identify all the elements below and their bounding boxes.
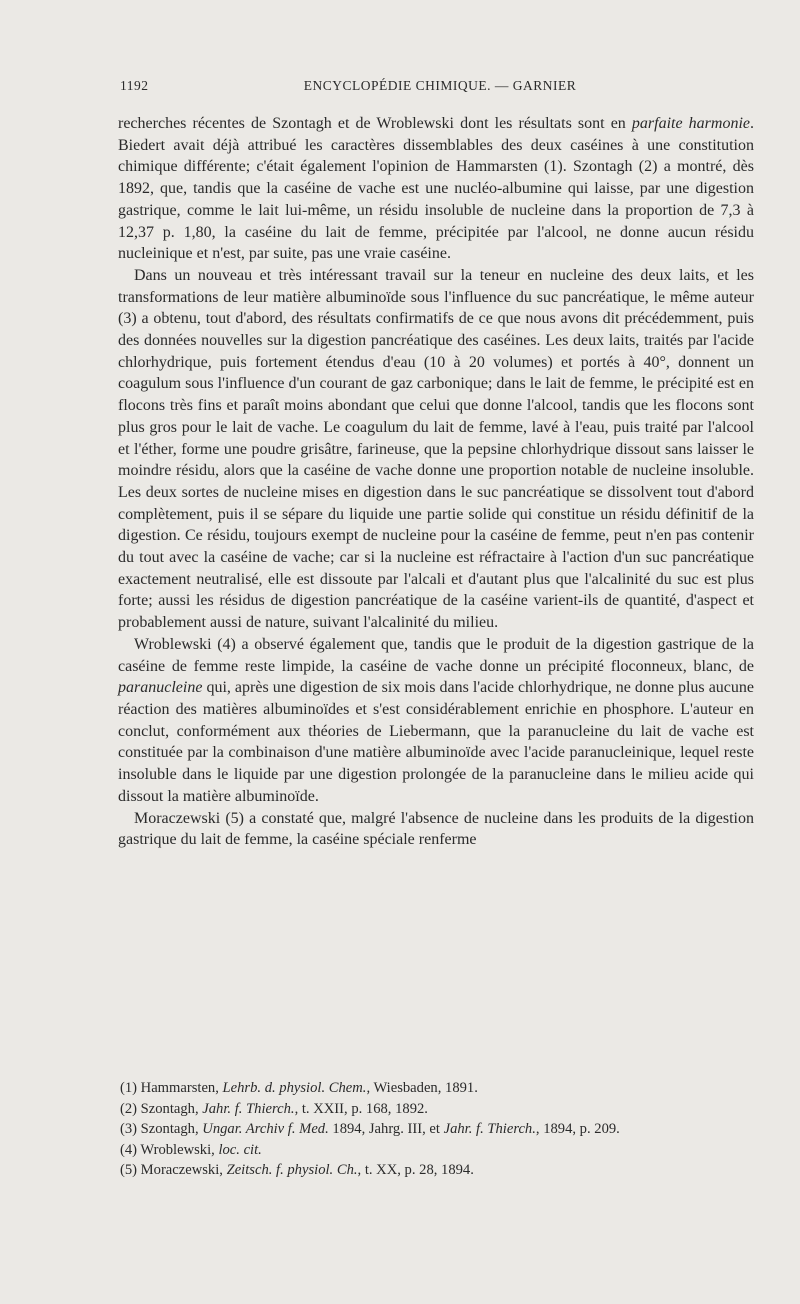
paragraph-text: Dans un nouveau et très intéressant travail sur la teneur en nucleine des deux laits, et les transformations de leur matière albuminoïde sous l'influence du suc pancréatique, le même auteur (3) a obtenu, tout d'abord, des résultats confirmatifs de ce que nous avons dit précédemment, puis des données nouvelles sur la digestion pancréatique des caséines. Les deux laits, traités par l'acide chlorhydrique, puis fortement étendus d'eau (10 à 20 volumes) et portés à 40°, donnent un coagulum sous l'influence d'un courant de gaz carbonique; dans le lait de femme, le précipité est en flocons très fins et paraît moins abondant que celui que donne l'alcool, tandis que les flocons sont plus gros pour le lait de vache. Le coagulum du lait de femme, lavé à l'eau, puis traité par l'alcool et l'éther, forme une poudre grisâtre, farineuse, que la pepsine chlorhydrique dissout sans laisser le moindre résidu, alors que la caséine de vache donne une proportion notable de nucleine insoluble. Les deux sortes de nucleine mises en digestion dans le suc pancréatique se dissolvent tout d'abord complètement, puis il se sépare du liquide une partie solide qui constitue un résidu définitif de la digestion. Ce résidu, toujours exempt de nucleine pour la caséine de femme, peut n'en pas contenir du tout avec la caséine de vache; car si la nucleine est réfractaire à l'action d'un suc pancréatique exactement neutralisé, elle est dissoute par l'alcali et d'autant plus que l'alcalinité du suc est plus forte; aussi les résidus de digestion pancréatique de la caséine varient-ils de quantité, d'aspect et probablement aussi de nature, suivant l'alcalinité du milieu. [118,266,754,632]
footnote [120,1140,760,1161]
footnote [120,1160,760,1181]
footnote-text: , t. XX, p. 28, 1894. [357,1162,474,1178]
footnote-italic: Jahr. f. Thierch. [202,1100,295,1117]
footnote-italic: loc. cit. [218,1141,262,1158]
footnote-text: , 1894, p. 209. [535,1121,620,1137]
footnote-text: (5) Moraczewski, [120,1162,227,1178]
footnote [120,1078,760,1099]
footnote [120,1119,760,1140]
paragraph-text: Wroblewski (4) a observé également que, tandis que le produit de la digestion gastrique de la caséine de femme reste limpide, la caséine de vache donne un précipité floconneux, blanc, de [118,635,754,675]
footnote-text: (2) Szontagh, [120,1100,203,1117]
footnote-text: , Wiesbaden, 1891. [366,1080,478,1096]
footnote-text: (4) Wroblewski, [120,1141,219,1158]
paragraph-text: . Biedert avait déjà attribué les caractères dissemblables des deux caséines à une constitution chimique différente; c'était également l'opinion de Hammarsten (1). Szontagh (2) a montré, dès 1892, que, tandis que la caséine de vache est une nucléo-albumine qui laisse, par une digestion gastrique, comme le lait lui-même, un résidu insoluble de nucleine dans la proportion de 7,3 à 12,37 p. 1,80, la caséine du lait de femme, précipitée par l'alcool, ne donne aucun résidu nucleinique et n'est, par suite, pas une vraie caséine. [118,115,754,263]
footnote-text: , t. XXII, p. 168, 1892. [294,1100,428,1117]
footnote [120,1099,760,1120]
paragraph-italic: parfaite harmonie [631,115,750,132]
paragraph-text: Moraczewski (5) a constaté que, malgré l'absence de nucleine dans les produits de la digestion gastrique du lait de femme, la caséine spéciale renferme [118,809,754,849]
footnote-text: (1) Hammarsten, [120,1080,223,1096]
footnote-italic: Jahr. f. Thierch. [443,1121,536,1137]
paragraph [118,265,754,634]
main-text [118,113,754,851]
footnote-italic: Lehrb. d. physiol. Chem. [222,1080,367,1096]
paragraph-text: recherches récentes de Szontagh et de Wroblewski dont les résultats sont en [118,115,632,132]
footnote-italic: Ungar. Archiv f. Med. [202,1121,329,1137]
running-title: ENCYCLOPÉDIE CHIMIQUE. — GARNIER [303,78,577,93]
running-header [120,78,760,100]
footnote-text: (3) Szontagh, [120,1121,203,1137]
footnote-text: 1894, Jahrg. III, et [328,1121,444,1137]
paragraph [118,634,754,808]
page-number: 1192 [120,78,149,93]
paragraph [118,113,754,265]
footnotes [120,1078,760,1181]
paragraph-text: qui, après une digestion de six mois dans l'acide chlorhydrique, ne donne plus aucune réaction des matières albuminoïdes et s'est considérablement enrichie en phosphore. L'auteur en conclut, conformément aux théories de Liebermann, que la paranucleine du lait de vache est constituée par la combinaison d'une matière albuminoïde avec l'acide paranucleinique, lequel reste insoluble dans le liquide par une digestion prolongée de la paranucleine dans le milieu acide qui dissout la matière albuminoïde. [118,679,754,805]
paragraph-italic: paranucleine [118,679,203,697]
paragraph [118,808,754,851]
footnote-italic: Zeitsch. f. physiol. Ch. [226,1162,358,1178]
